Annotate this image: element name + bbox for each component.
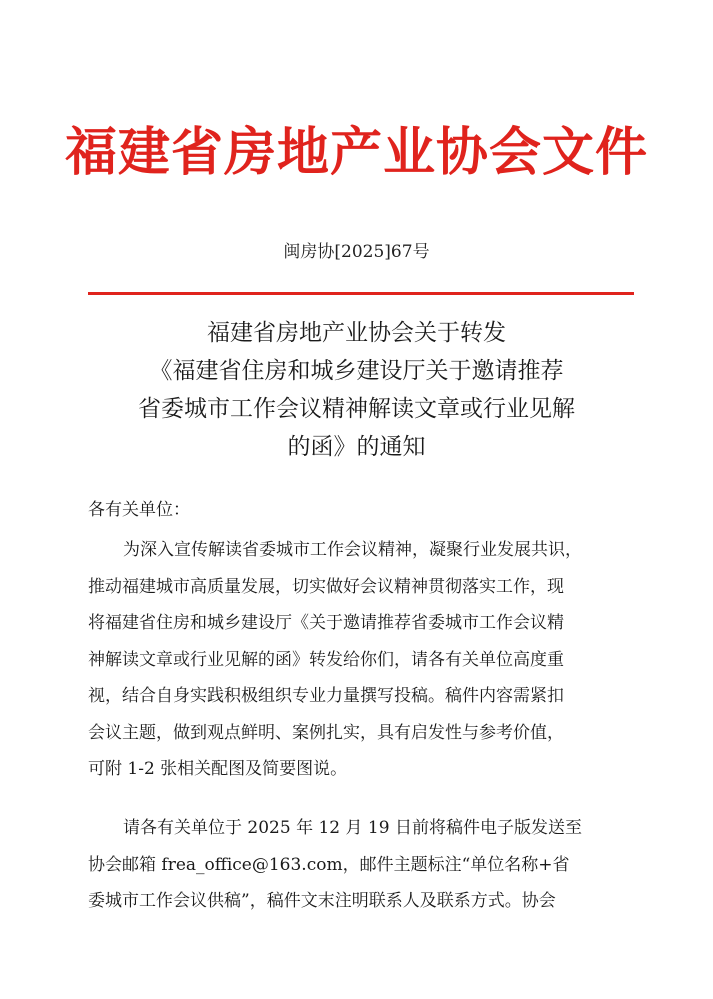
notice-title-line: 《福建省住房和城乡建设厅关于邀请推荐 xyxy=(149,358,564,384)
red-divider-rule xyxy=(88,292,634,295)
paragraph-line: 神解读文章或行业见解的函》转发给你们，请各有关单位高度重 xyxy=(88,649,564,670)
paragraph-line: 会议主题，做到观点鲜明、案例扎实，具有启发性与参考价值， xyxy=(88,722,564,743)
paragraph-line: 推动福建城市高质量发展，切实做好会议精神贯彻落实工作，现 xyxy=(88,576,564,597)
paragraph-line: 视，结合自身实践积极组织专业力量撰写投稿。稿件内容需紧扣 xyxy=(88,686,564,706)
salutation: 各有关单位： xyxy=(88,500,190,520)
paragraph-line: 委城市工作会议供稿”，稿件文末注明联系人及联系方式。协会 xyxy=(88,891,556,911)
paragraph-line: 将福建省住房和城乡建设厅《关于邀请推荐省委城市工作会议精 xyxy=(88,613,564,633)
notice-title-line: 的函》的通知 xyxy=(287,434,426,460)
notice-title xyxy=(60,314,653,466)
body-paragraph-2 xyxy=(88,810,650,920)
document-header-title: 福建省房地产业协会文件 xyxy=(64,122,648,183)
paragraph-line: 可附 1-2 张相关配图及简要图说。 xyxy=(88,759,348,779)
paragraph-line: 为深入宣传解读省委城市工作会议精神，凝聚行业发展共识， xyxy=(123,540,582,560)
paragraph-line: 协会邮箱 frea_office@163.com，邮件主题标注“单位名称+省 xyxy=(88,854,570,875)
notice-title-line: 省委城市工作会议精神解读文章或行业见解 xyxy=(138,396,575,422)
paragraph-line: 请各有关单位于 2025 年 12 月 19 日前将稿件电子版发送至 xyxy=(123,818,582,838)
notice-title-line: 福建省房地产业协会关于转发 xyxy=(207,320,506,346)
body-paragraph-1 xyxy=(88,532,650,788)
document-number: 闽房协[2025]67号 xyxy=(283,242,430,262)
